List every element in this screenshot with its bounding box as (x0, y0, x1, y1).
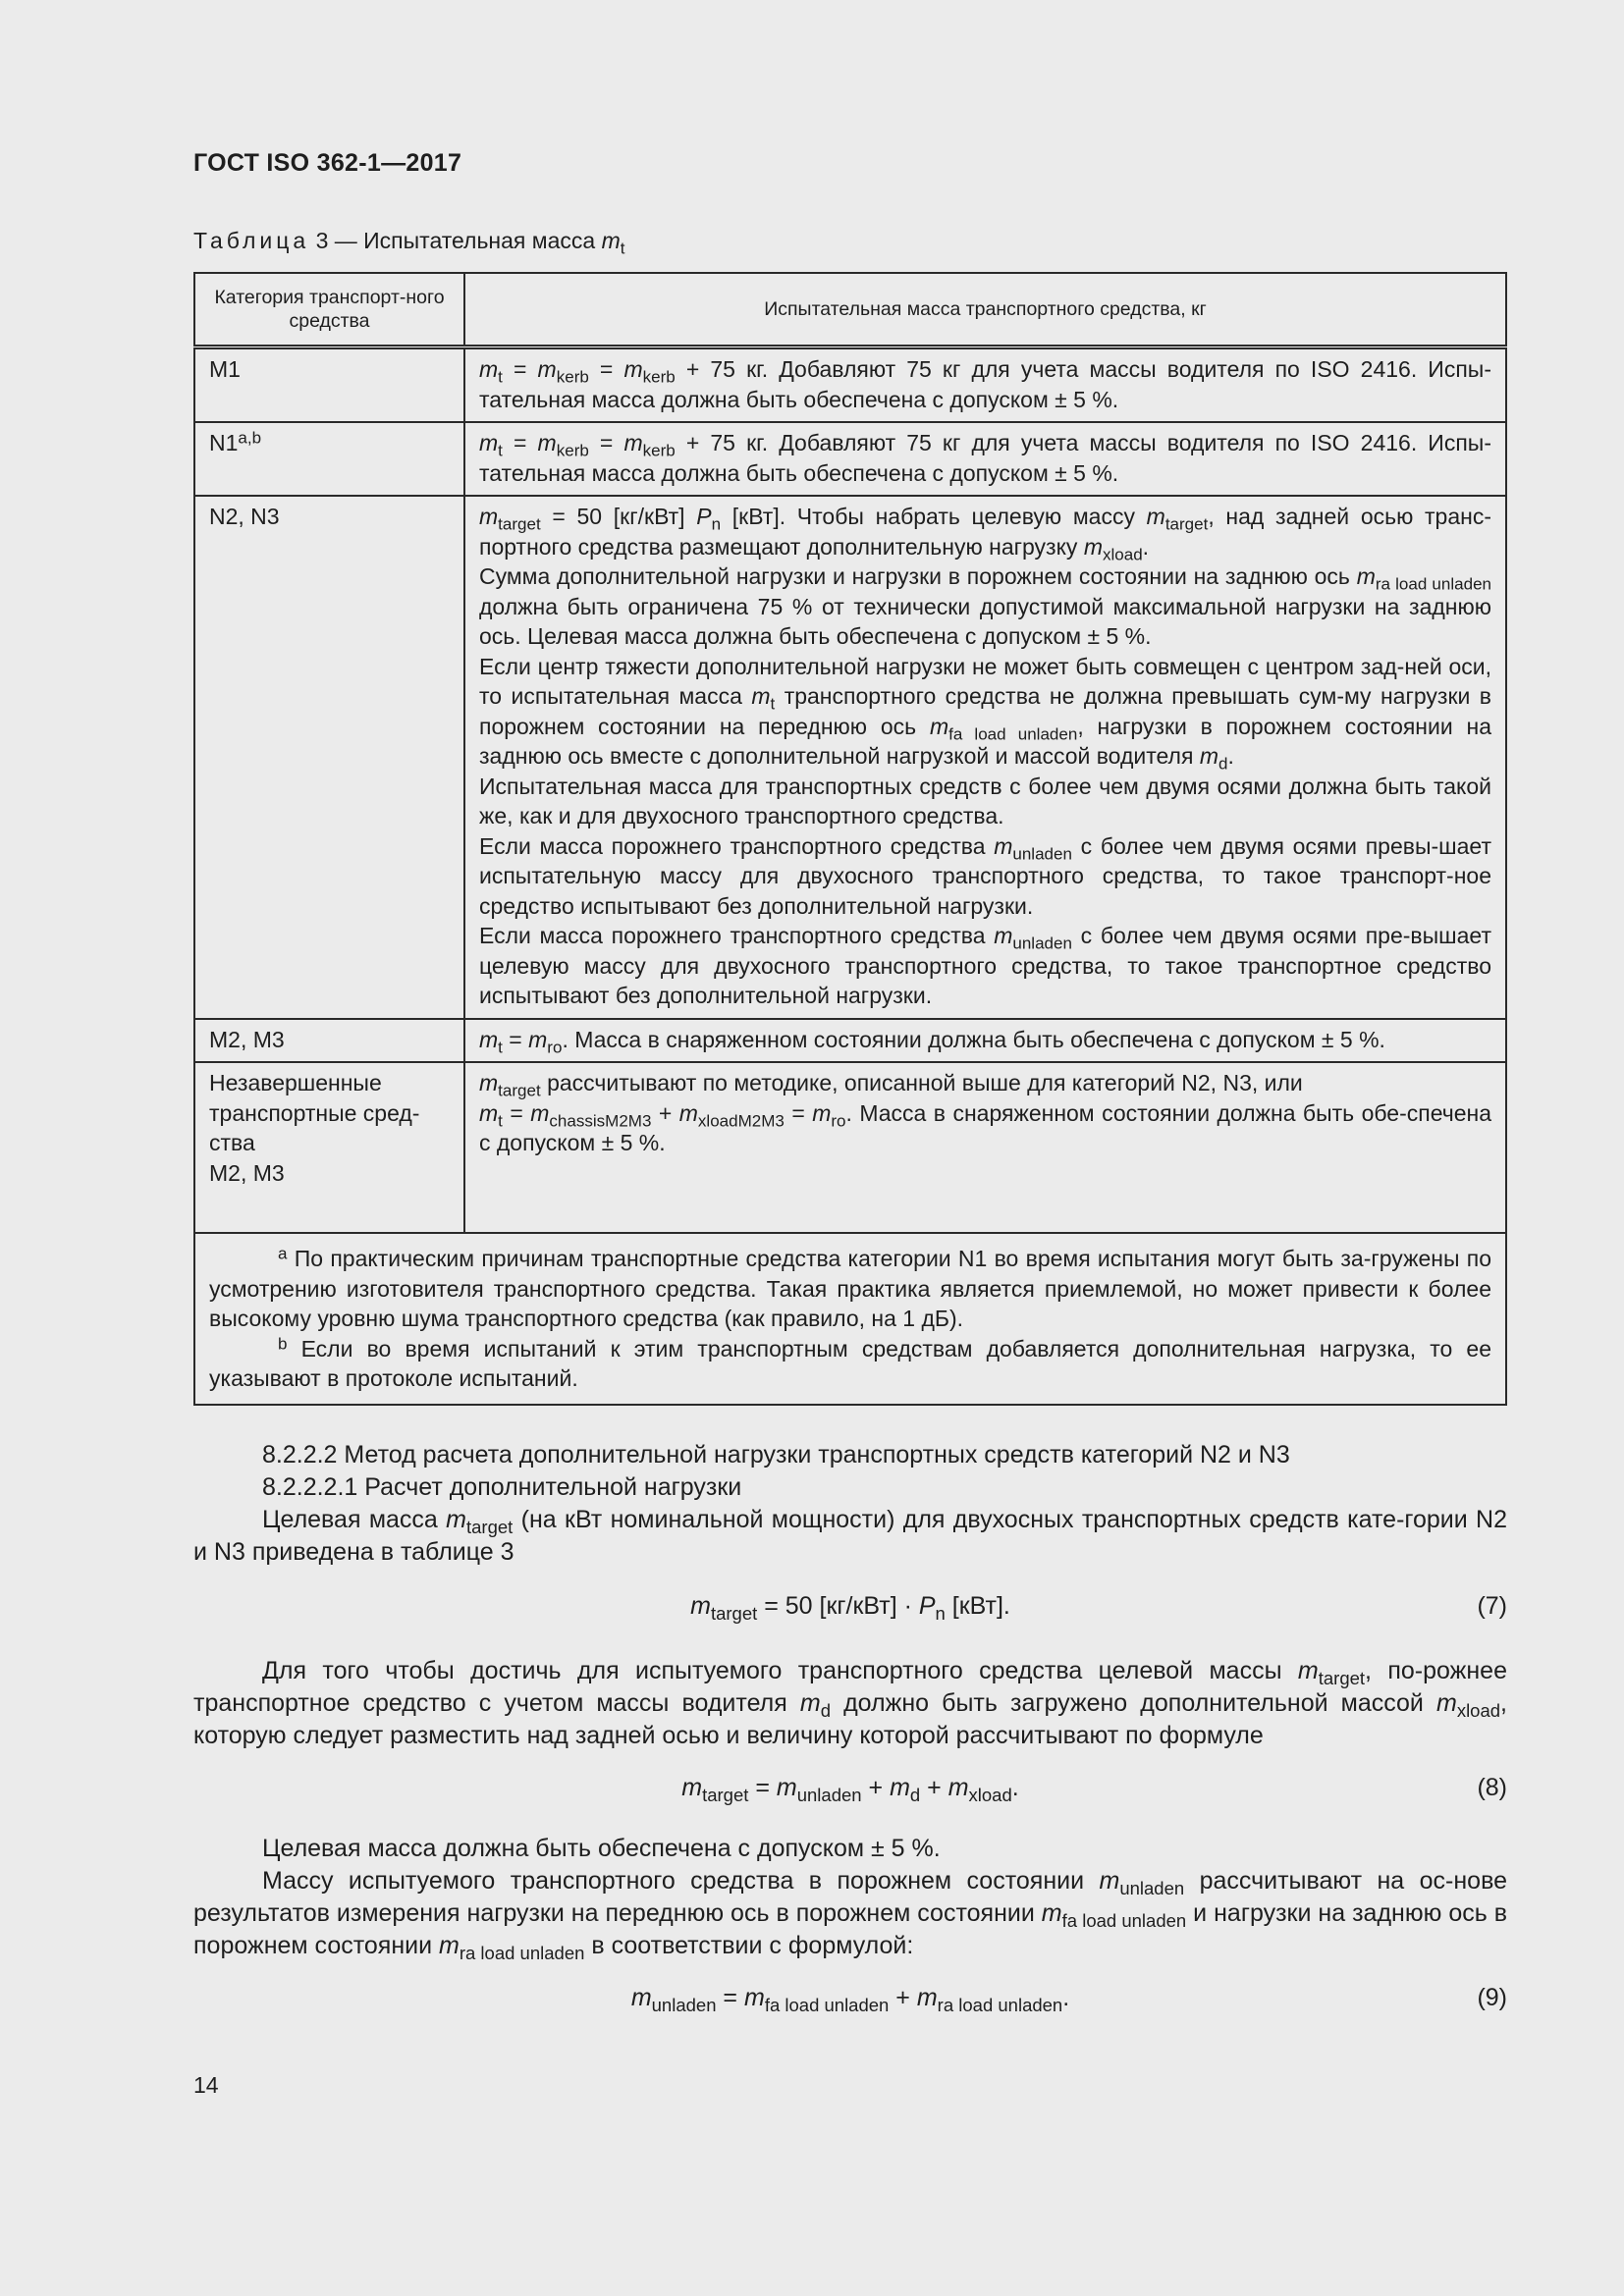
formula-number: (8) (1477, 1774, 1507, 1801)
paragraph: Массу испытуемого транспортного средства в порожнем состоянии $m_{unladen}$ рассчитывают на ос-нове результатов измерения нагрузки на переднюю ось в порожнем состоянии $m_{fa load unladen}$ и нагрузки на заднюю ось в порожнем состоянии $m_{ra load unladen}$ в соответствии с формулой: (193, 1867, 1508, 1963)
category-cell: N1$^{a,b}$ (194, 422, 464, 496)
test-mass-cell: $m_t = m_{kerb} = m_{kerb} + 75$ кг. Добавляют 75 кг для учета массы водителя по ISO 2416. Испы-тательная масса должна быть обеспечена с допуском ± 5 %. (464, 347, 1506, 423)
paragraph: Целевая масса должна быть обеспечена с допуском ± 5 %. (262, 1835, 941, 1862)
table-caption-text: 3 — Испытательная масса (315, 228, 596, 253)
test-mass-table (193, 272, 1507, 1406)
table-row-n2-n3 (194, 496, 1506, 1019)
table-row-incomplete (194, 1062, 1506, 1233)
formula-7: $m_{target} = 50$ $[кг/кВт] \cdot P_n$ [кВт]. (7) (690, 1592, 1507, 1624)
paragraph: Для того чтобы достичь для испытуемого транспортного средства целевой массы $m_{target}$, по-рожнее транспортное средство с учетом массы водителя $m_d$ должно быть загружено дополнительной массой $m_{xload}$, которую следует разместить над задней осью и величину которой рассчитывают по формуле (193, 1657, 1507, 1749)
section-heading: 8.2.2.2 Метод расчета дополнительной нагрузки транспортных средств категорий N2 и N3 (262, 1441, 1290, 1468)
col-header-test-mass: Испытательная масса транспортного средства, кг (464, 273, 1506, 347)
category-cell: M1 (194, 347, 464, 423)
formula-9: $m_{unladen} = m_{fa load unladen} + m_{ra load unladen}$. (9) (630, 1984, 1507, 2015)
col-header-category: Категория транспорт-ного средства (194, 273, 464, 347)
page-number: 14 (193, 2072, 219, 2098)
category-cell: Незавершенные транспортные сред- ства M2, M3 (194, 1062, 464, 1233)
table-row-m2-m3 (194, 1019, 1506, 1063)
category-cell: N2, N3 (194, 496, 464, 1019)
formula-number: (7) (1477, 1592, 1507, 1620)
table-row-m1 (194, 347, 1506, 423)
formula-8: $m_{target} = m_{unladen} + m_d + m_{xload}$. (8) (681, 1774, 1507, 1805)
test-mass-cell: $m_t = m_{kerb} = m_{kerb} + 75$ кг. Добавляют 75 кг для учета массы водителя по ISO 2416. Испы-тательная масса должна быть обеспечена с допуском ± 5 %. (464, 422, 1506, 496)
document-header: ГОСТ ISO 362-1—2017 (193, 149, 462, 177)
formula-number: (9) (1477, 1984, 1507, 2011)
footnote-a: $^a$ По практическим причинам транспортные средства категории N1 во время испытания могут быть за-гружены по усмотрению изготовителя транспортного средства. Такая практика является приемлемой, но может привести к более высокому уровню шума транспортного средства (как правило, на 1 дБ). (209, 1244, 1491, 1331)
footnote-b: $^b$ Если во время испытаний к этим транспортным средствам добавляется дополнительная нагрузка, то ее указывают в протоколе испытаний. (209, 1333, 1491, 1391)
section-body (193, 1439, 1507, 2021)
table-header-row (194, 273, 1506, 347)
table-footnotes (194, 1233, 1506, 1405)
test-mass-cell: $m_t = m_{ro}$. Масса в снаряженном состоянии должна быть обеспечена с допуском ± 5 %. (464, 1019, 1506, 1063)
table-caption-prefix: Таблица (193, 228, 310, 253)
category-cell: M2, M3 (194, 1019, 464, 1063)
table-row-n1 (194, 422, 1506, 496)
paragraph: Целевая масса $m_{target}$ (на кВт номинальной мощности) для двухосных транспортных средств кате-гории N2 и N3 приведена в таблице 3 (193, 1506, 1507, 1566)
table-caption: Таблица 3 — Испытательная масса $m_t$ (193, 228, 625, 258)
test-mass-cell: $m_{target}$ рассчитывают по методике, описанной выше для категорий N2, N3, или $m_t = m_{chassisM2M3} + m_{xloadM2M3} = m_{ro}$. Масса в снаряженном состоянии должна быть обе-спечена с допуском ± 5 %. (464, 1062, 1506, 1233)
test-mass-cell: $m_{target} = 50$ [кг/кВт] $P_n$ [кВт]. Чтобы набрать целевую массу $m_{target}$, над задней осью транс-портного средства размещают дополнительную нагрузку $m_{xload}$. Сумма дополнительной нагрузки и нагрузки в порожнем состоянии на заднюю ось $m_{ra load unladen}$ должна быть ограничена 75 % от технически допустимой максимальной нагрузки на заднюю ось. Целевая масса должна быть обеспечена с допуском ± 5 %. Если центр тяжести дополнительной нагрузки не может быть совмещен с центром зад-ней оси, то испытательная масса $m_t$ транспортного средства не должна превышать сум-му нагрузки в порожнем состоянии на переднюю ось $m_{fa load unladen}$, нагрузки в порожнем состоянии на заднюю ось вместе с дополнительной нагрузкой и массой водителя $m_d$. Испытательная масса для транспортных средств с более чем двумя осями должна быть такой же, как и для двухосного транспортного средства. Если масса порожнего транспортного средства $m_{unladen}$ с более чем двумя осями превы-шает испытательную массу для двухосного транспортного средства, то такое транспорт-ное средство испытывают без дополнительной нагрузки. Если масса порожнего транспортного средства $m_{unladen}$ с более чем двумя осями пре-вышает целевую массу для двухосного транспортного средства, то такое транспортное средство испытывают без дополнительной нагрузки. (464, 496, 1506, 1019)
table-notes-row (194, 1233, 1506, 1405)
subsection-heading: 8.2.2.2.1 Расчет дополнительной нагрузки (262, 1473, 742, 1501)
